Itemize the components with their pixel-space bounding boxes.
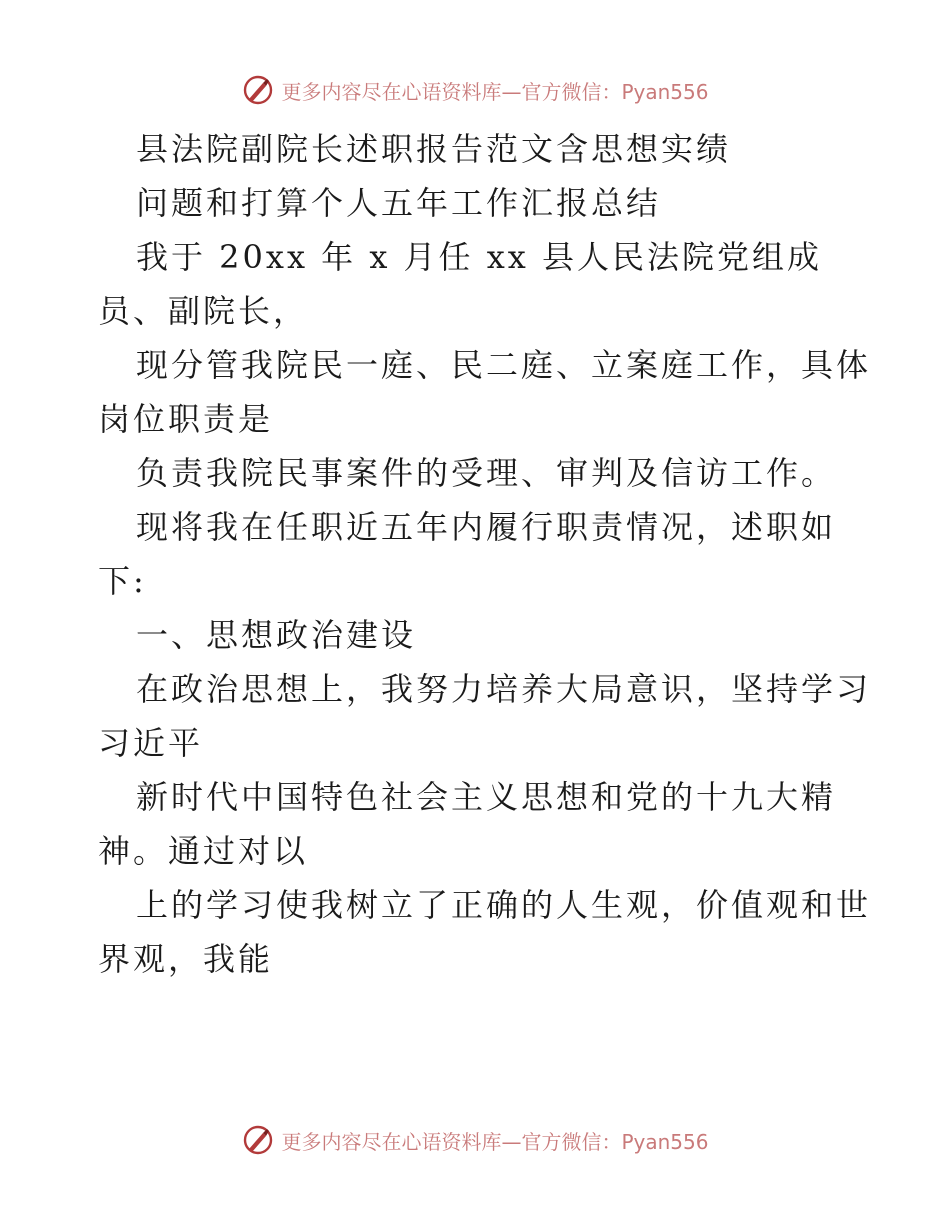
document-title-line-1: 县法院副院长述职报告范文含思想实绩 bbox=[136, 130, 732, 168]
document-title-line-2: 问题和打算个人五年工作汇报总结 bbox=[136, 184, 662, 222]
paragraph-line: 现将我在任职近五年内履行职责情况，述职如 bbox=[136, 508, 837, 546]
paragraph-line: 负责我院民事案件的受理、审判及信访工作。 bbox=[136, 454, 837, 492]
paragraph-line: 新时代中国特色社会主义思想和党的十九大精 bbox=[136, 778, 837, 816]
paragraph-line: 在政治思想上，我努力培养大局意识，坚持学习 bbox=[136, 670, 872, 708]
paragraph-line: 上的学习使我树立了正确的人生观，价值观和世 bbox=[136, 886, 872, 924]
paragraph-line: 神。通过对以 bbox=[98, 832, 309, 870]
section-heading: 一、思想政治建设 bbox=[136, 616, 417, 654]
header-watermark bbox=[0, 70, 950, 110]
document-body bbox=[98, 122, 872, 986]
footer-watermark bbox=[0, 1120, 950, 1160]
pen-logo-icon bbox=[241, 1123, 275, 1157]
watermark-text: 更多内容尽在心语资料库—官方微信：Pyan556 bbox=[281, 79, 709, 104]
paragraph-line: 习近平 bbox=[98, 724, 204, 762]
paragraph-line: 员、副院长， bbox=[98, 292, 309, 330]
paragraph-line: 岗位职责是 bbox=[98, 400, 274, 438]
paragraph-line: 界观，我能 bbox=[98, 940, 274, 978]
paragraph-line: 我于 20xx 年 x 月任 xx 县人民法院党组成 bbox=[136, 238, 822, 276]
paragraph-line: 下: bbox=[98, 562, 147, 600]
pen-logo-icon bbox=[241, 73, 275, 107]
watermark-text: 更多内容尽在心语资料库—官方微信：Pyan556 bbox=[281, 1129, 709, 1154]
paragraph-line: 现分管我院民一庭、民二庭、立案庭工作，具体 bbox=[136, 346, 872, 384]
